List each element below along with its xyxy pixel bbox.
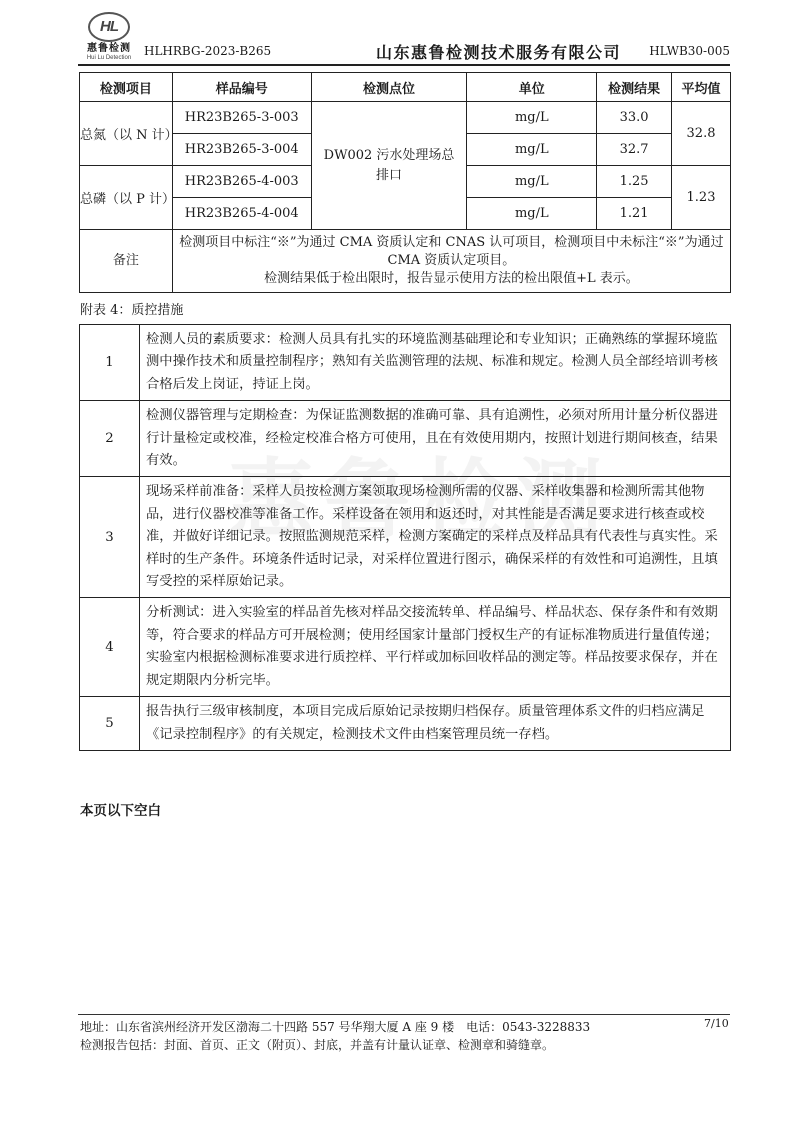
qc-number: 3 — [80, 477, 140, 598]
note-line: 检测项目中标注“※”为通过 CMA 资质认定和 CNAS 认可项目，检测项目中未标注“※”为通过 CMA 资质认定项目。 — [179, 235, 724, 268]
note-row — [80, 230, 731, 293]
qc-description: 报告执行三级审核制度，本项目完成后原始记录按期归档保存。质量管理体系文件的归档应满足《记录控制程序》的有关规定，检测技术文件由档案管理员统一存档。 — [140, 697, 731, 751]
table-row — [80, 598, 731, 697]
sample-id: HR23B265-4-004 — [172, 198, 311, 230]
header-divider — [78, 64, 730, 66]
company-name: 山东惠鲁检测技术服务有限公司 — [376, 43, 622, 62]
table-row — [80, 697, 731, 751]
column-header: 检测项目 — [80, 73, 173, 102]
test-item: 总氮（以 N 计） — [80, 102, 173, 166]
average: 32.8 — [672, 102, 731, 166]
average: 1.23 — [672, 166, 731, 230]
footer-divider — [78, 1014, 730, 1015]
appendix-title: 附表 4：质控措施 — [80, 303, 184, 318]
column-header: 平均值 — [672, 73, 731, 102]
sample-id: HR23B265-3-003 — [172, 102, 311, 134]
result: 1.25 — [597, 166, 672, 198]
table-row — [80, 102, 731, 134]
note-line: 检测结果低于检出限时，报告显示使用方法的检出限值+L 表示。 — [264, 271, 639, 286]
table-row — [80, 477, 731, 598]
result: 32.7 — [597, 134, 672, 166]
table-row — [80, 401, 731, 477]
test-point: DW002 污水处理场总排口 — [311, 102, 467, 230]
qc-number: 4 — [80, 598, 140, 697]
note-content — [172, 230, 730, 293]
footer-report-contents: 检测报告包括：封面、首页、正文（附页）、封底，并盖有计量认证章、检测章和骑缝章。 — [80, 1038, 555, 1052]
qc-description: 检测人员的素质要求：检测人员具有扎实的环境监测基础理论和专业知识；正确熟练的掌握环境监测中操作技术和质量控制程序；熟知有关监测管理的法规、标准和规定。检测人员全部经培训考核合格后发上岗证，持证上岗。 — [140, 325, 731, 401]
table-row — [80, 325, 731, 401]
sample-id: HR23B265-4-003 — [172, 166, 311, 198]
test-item: 总磷（以 P 计） — [80, 166, 173, 230]
column-header: 单位 — [467, 73, 597, 102]
column-header: 检测点位 — [311, 73, 467, 102]
sample-id: HR23B265-3-004 — [172, 134, 311, 166]
column-header: 样品编号 — [172, 73, 311, 102]
results-table — [79, 72, 731, 293]
logo-english-name: Hui Lu Detection — [86, 55, 132, 61]
unit: mg/L — [467, 198, 597, 230]
logo-mark: HL — [88, 12, 130, 42]
unit: mg/L — [467, 134, 597, 166]
result: 33.0 — [597, 102, 672, 134]
qc-number: 5 — [80, 697, 140, 751]
form-number: HLWB30-005 — [649, 44, 730, 58]
column-header: 检测结果 — [597, 73, 672, 102]
footer-address: 地址：山东省滨州经济开发区渤海二十四路 557 号华翔大厦 A 座 9 楼 电话：0543-3228833 — [80, 1020, 591, 1034]
qc-number: 1 — [80, 325, 140, 401]
qc-measures-table — [79, 324, 731, 751]
logo-chinese-name: 惠鲁检测 — [87, 43, 131, 54]
qc-description: 分析测试：进入实验室的样品首先核对样品交接流转单、样品编号、样品状态、保存条件和有效期等，符合要求的样品方可开展检测；使用经国家计量部门授权生产的有证标准物质进行量值传递；实验室内根据检测标准要求进行质控样、平行样或加标回收样品的测定等。样品按要求保存，并在规定期限内分析完毕。 — [140, 598, 731, 697]
unit: mg/L — [467, 102, 597, 134]
result: 1.21 — [597, 198, 672, 230]
results-header-row — [80, 73, 731, 102]
page-number: 7/10 — [704, 1017, 729, 1030]
blank-page-notice: 本页以下空白 — [80, 803, 161, 819]
qc-description: 现场采样前准备：采样人员按检测方案领取现场检测所需的仪器、采样收集器和检测所需其他物品，进行仪器校准等准备工作。采样设备在领用和返还时，对其性能是否满足要求进行核查或校准，并做好详细记录。按照监测规范采样，检测方案确定的采样点及样品具有代表性与真实性。采样时的生产条件。环境条件适时记录，对采样位置进行图示，确保采样的有效性和可追溯性，且填写受控的采样原始记录。 — [140, 477, 731, 598]
company-logo — [78, 12, 140, 62]
note-label: 备注 — [80, 230, 173, 293]
report-number: HLHRBG-2023-B265 — [144, 44, 272, 58]
unit: mg/L — [467, 166, 597, 198]
page-header — [78, 8, 730, 64]
qc-number: 2 — [80, 401, 140, 477]
qc-description: 检测仪器管理与定期检查：为保证监测数据的准确可靠、具有追溯性，必须对所用计量分析仪器进行计量检定或校准，经检定校准合格方可使用，且在有效使用期内，按照计划进行期间核查，结果有效。 — [140, 401, 731, 477]
